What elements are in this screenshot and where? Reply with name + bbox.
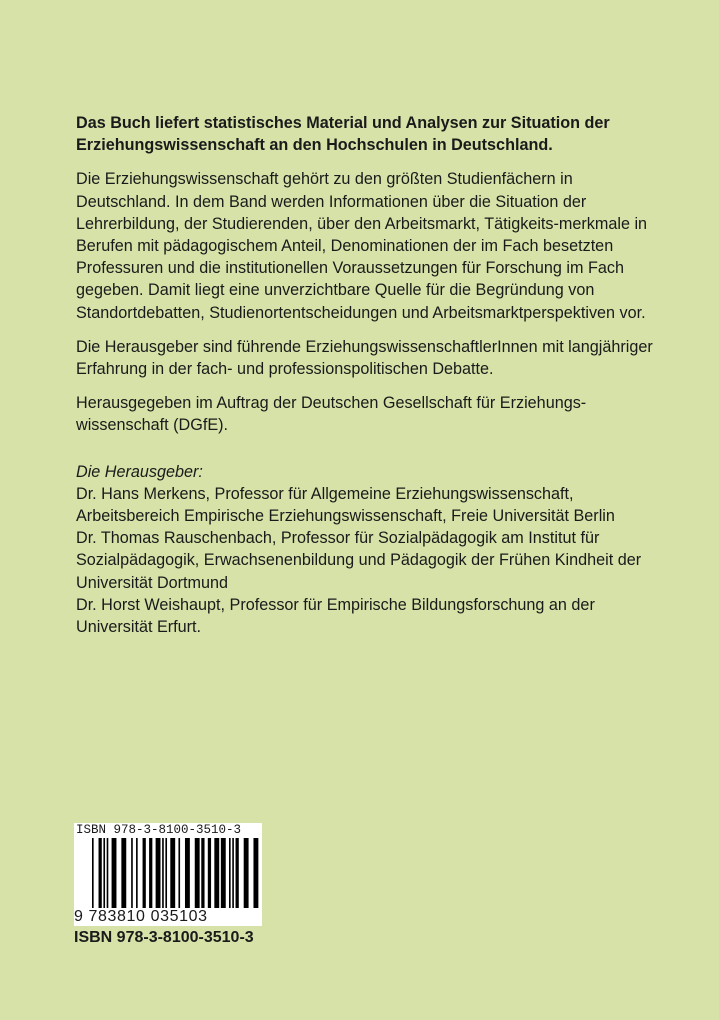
barcode-bar	[214, 838, 219, 908]
barcode-bar	[232, 838, 234, 908]
barcode-bar	[136, 838, 138, 908]
editors-intro-paragraph: Die Herausgeber sind führende ErziehungswissenschaftlerInnen mit langjähriger Erfahrung in der fach- und professionspolitischen Debatte.	[76, 337, 653, 379]
isbn-line: ISBN 978-3-8100-3510-3	[74, 929, 254, 946]
barcode-bar	[156, 838, 161, 908]
barcode-bar	[253, 838, 258, 908]
barcode-bar	[99, 838, 102, 908]
barcode-bar	[208, 838, 211, 908]
barcode-bar	[170, 838, 175, 908]
barcode-isbn-label: ISBN 978-3-8100-3510-3	[76, 823, 242, 837]
barcode-bar	[236, 838, 239, 908]
description-paragraph: Die Erziehungswissenschaft gehört zu den größten Studienfächern in Deutschland. In dem Band werden Informationen über die Situation der Lehrerbildung, der Studierenden, über den Arbeitsmarkt, Tätigkeits-merkmale in Berufen mit pädagogischem Anteil, Denominationen der im Fach besetzten Professuren und die institutionellen Voraussetzungen für Forschung im Fach gegeben. Damit liegt eine unverzichtbare Quelle für die Begründung von Standortdebatten, Studienortentscheidungen und Arbeitsmarktperspektiven vor.	[76, 170, 648, 322]
editor-merkens: Dr. Hans Merkens, Professor für Allgemeine Erziehungswissenschaft, Arbeitsbereich Empirische Erziehungswissenschaft, Freie Universität Berlin	[76, 484, 615, 526]
editors-heading: Die Herausgeber:	[76, 462, 203, 481]
barcode-bar	[229, 838, 231, 908]
lead-paragraph: Das Buch liefert statistisches Material und Analysen zur Situation der Erziehungswissenschaft an den Hochschulen in Deutschland.	[76, 114, 610, 155]
barcode-bar	[185, 838, 190, 908]
commission-paragraph: Herausgegeben im Auftrag der Deutschen Gesellschaft für Erziehungs-wissenschaft (DGfE).	[76, 394, 587, 435]
barcode-bar	[92, 838, 94, 908]
editor-weishaupt: Dr. Horst Weishaupt, Professor für Empirische Bildungsforschung an der Universität Erfurt.	[76, 595, 595, 637]
barcode-bar	[121, 838, 126, 908]
barcode-bars	[92, 838, 260, 908]
barcode-bar	[165, 838, 167, 908]
barcode-bar	[178, 838, 180, 908]
barcode-bar	[221, 838, 226, 908]
blurb	[76, 112, 656, 638]
barcode-bar	[131, 838, 133, 908]
barcode-digits: 9 783810 035103	[74, 908, 208, 925]
barcode-bar	[149, 838, 152, 908]
barcode	[74, 823, 262, 926]
editors-section	[76, 461, 656, 639]
barcode-bar	[143, 838, 146, 908]
barcode-bar	[201, 838, 204, 908]
barcode-bar	[195, 838, 200, 908]
barcode-bar	[103, 838, 105, 908]
barcode-bar	[244, 838, 249, 908]
editor-rauschenbach: Dr. Thomas Rauschenbach, Professor für Sozialpädagogik am Institut für Sozialpädagogik, Erwachsenenbildung und Pädagogik der Frühen Kindheit der Universität Dortmund	[76, 529, 642, 592]
barcode-bar	[162, 838, 164, 908]
barcode-bar	[112, 838, 117, 908]
barcode-bar	[107, 838, 109, 908]
